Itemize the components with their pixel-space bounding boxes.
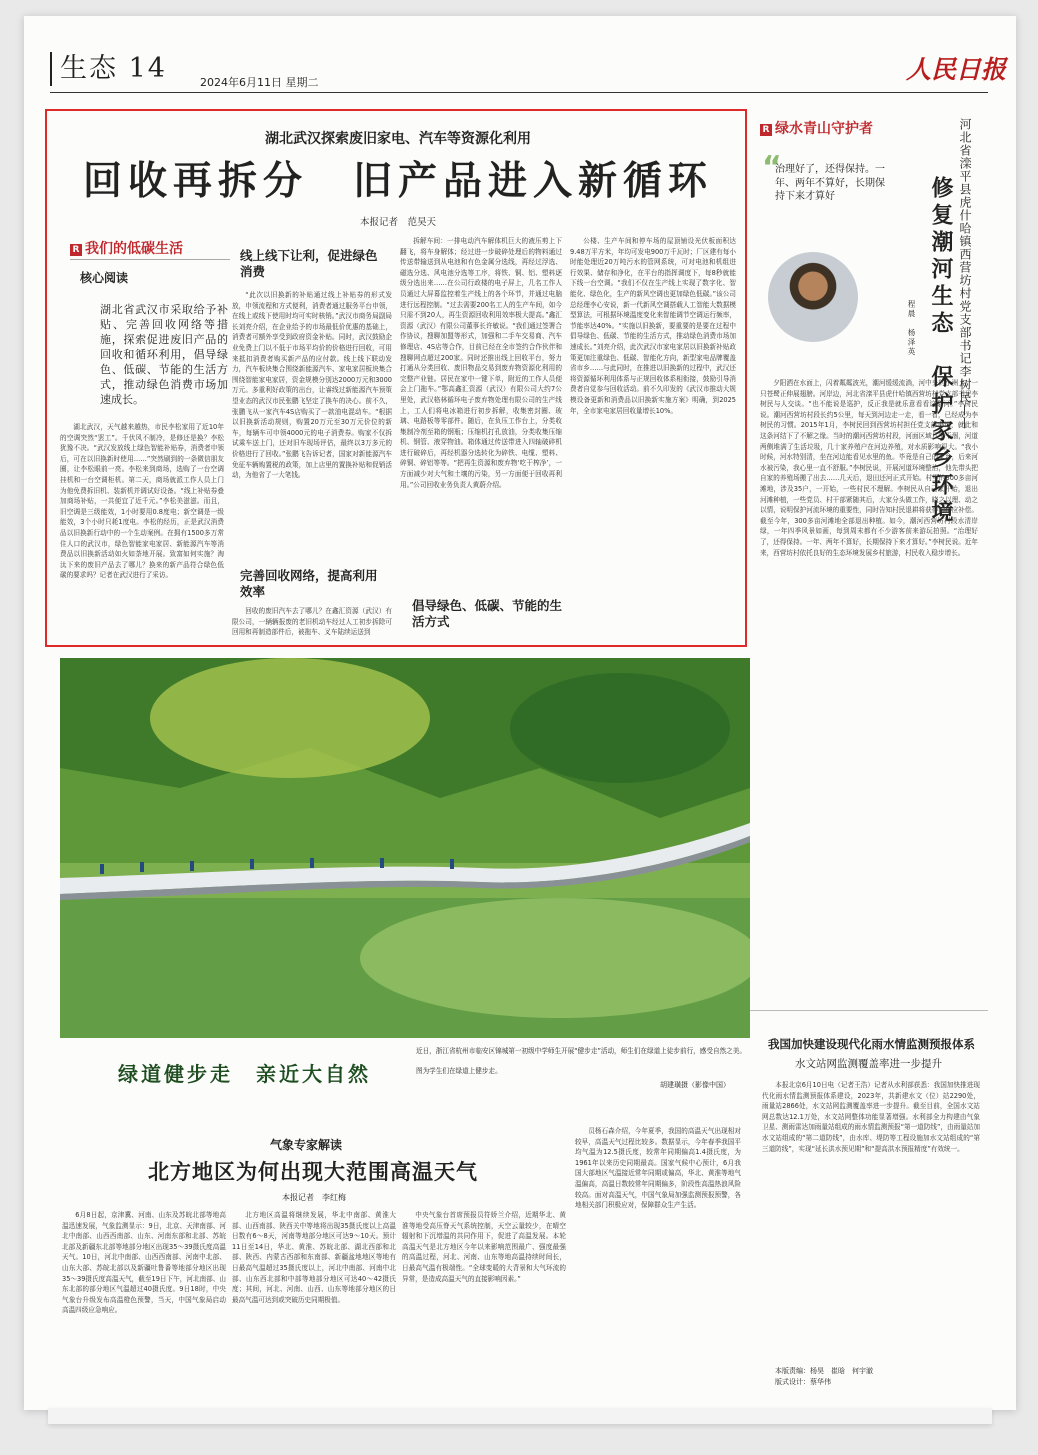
portrait-photo — [768, 252, 858, 342]
photo-credit: 胡建璜摄（影像中国） — [660, 1081, 730, 1089]
subheading-2: 完善回收网络，提高利用效率 — [240, 568, 378, 599]
pull-quote: 治理好了，还得保持。一年、两年不算好，长期保持下来才算好 — [775, 164, 885, 202]
news-photo — [60, 658, 750, 1038]
profile-body: 夕阳洒在水面上，闪着粼粼波光，潮河缓缓流淌，河中央的小洲上，一只苍鹭正伸展翅膀。河岸边，河北省滦平县虎什哈镇西营坊村党支部书记李树民与人交谈。“也不能说是巡护，反正我是就乐意看看这条河。”李树民说。潮河西营坊村段长约5公里，每天到河边走一走，看一看，已经成为李树民的习惯。2015年1月，李树民回到西营坊村担任党支部书记，就此和这条河结下了不解之缘。当时的潮河西营坊村段，河面区域几乎干涸，河道两侧堆满了生活垃圾，几十家养殖户在河边养殖，对水质影响很大。“我小时候，河水特别清，坐在河边能看见水里的鱼。毕竟是自己的家乡，后来河水被污染，我心里一直不舒服。”李树民说，开展河道环境整治，他先带头把自家的养殖场搬了出去……几天后，退田还河正式开始。村里的300多亩河滩地，涉及35户，一开始，一些村民不理解。李树民从自己家开始，退出河滩种植，一些党员、村干部紧随其后，大家分头做工作，晓之以理、动之以情，说明保护河流环境的重要性，同时告知村民退耕将获得的相应补偿。截至今年，300多亩河滩地全部退出种植。如今，潮河西营坊村段水清岸绿，一年四季风景如画，每到周末都有不少游客前来游玩拍照。“治理好了，还得保持。一年、两年不算好，长期保持下来才算好。”李树民说。近年来，西营坊村依托良好的生态环境发展乡村旅游，村民收入稳步增长。 — [760, 379, 978, 557]
brief-body: 本报北京6月10日电（记者王浩）记者从水利部获悉：我国加快推进现代化雨水情监测预报体系建设，2023年，共新建水文（位）站2290处，雨量站2866处，水文站网监测覆盖率进一步提升。截至目前，全国水文站网总数达12.1万处，水文站网整体功能显著增强。水利部全力构建由气象卫星、测雨雷达加雨量站组成的雨水情监测预报“第一道防线”，由雨量站加水文站组成的“第二道防线”，由水库、堤防等工程设施加水文站组成的“第三道防线”，实现“延长洪水预见期”和“提高洪水预报精度”有效统一。 — [762, 1081, 980, 1153]
article-headline: 回收再拆分 旧产品进入新循环 — [82, 159, 713, 204]
weather-kicker: 气象专家解读 — [270, 1138, 343, 1152]
article-column-2: “此次以旧换新的补贴通过线上补贴券的形式发放，申领流程和方式便利，消费者通过服务平台申领，在线上或线下使用时均可实时核销。”武汉市商务局副局长刘亮介绍，在企业给予的市场最低价优惠的基础上，消费者可额外享受到政府资金补贴。同时，武汉鼓励企业免费上门以不低于市场平均价的价格进行回收，可用来抵扣消费者购买新产品的应付款。线上线下联动发力，汽车板块集合围绕新能源汽车、家电家居板块集合围绕智能家电家居，资金规模分别达2000万元和3000万元。多重利好政策的出台，让睿线过新能源汽车预策望业态的武汉市民张鹏飞坚定了换车的决心。前不久，张鹏飞从一家汽车4S店购买了一款油电混动车。“根据以旧换新活动规则，购置20万元至30万元价位的新车，每辆车可申领4000元的电子消费券。购家不仅拆试乘车送上门，还对旧车现场评估，最终以3万多元的价格进行了回收。”张鹏飞告诉记者，国家对新能源汽车免征车辆购置税的政策，加上店里的置换补贴和促销活动，为他省了一大笔钱。 — [232, 291, 392, 480]
issue-date: 2024年6月11日 星期二 — [200, 76, 319, 89]
article-summary: 湖北省武汉市采取给予补贴、完善回收网络等措施，探索促进废旧产品的回收和循环利用，倡导绿色、低碳、节能的生活方式，推动绿色消费市场加速成长。 — [100, 303, 228, 406]
sidebar-tag-label: 绿水青山守护者 — [775, 121, 873, 137]
weather-column-4: 员杨石森介绍，今年夏季，我国的高温天气出现相对较早，高温天气过程比较多。数据显示，今年春季我国平均气温为12.5摄氏度，较常年同期偏高1.4摄氏度，为1961年以来历史同期最高。国家气候中心预计，6月我国大部地区气温接近常年同期或偏高，华北、黄淮等地气温偏高，高温日数较常年同期偏多，阶段性高温热浪风险较高。面对高温天气，中国气象局加强监测预报预警，各地相关部门积极应对，保障群众生产生活。 — [575, 1127, 741, 1210]
brief-headline: 我国加快建设现代化雨水情监测预报体系 — [768, 1037, 975, 1051]
article-column-2b: 回收的废旧汽车去了哪儿？在鑫汇资源（武汉）有限公司，一辆辆报废的老旧机动车经过人工初步拆除可回用和再制造部件后，被拖车、叉车陆续运送到 — [232, 607, 392, 637]
subheading-3: 倡导绿色、低碳、节能的生活方式 — [412, 598, 563, 629]
weather-column-1: 6月8日起，京津冀、河南、山东及苏皖北部等地高温迅速发展，气象监测显示：9日，北京、天津南部、河北中南部、山西西南部、山东、河南东部和北部、苏皖北部及新疆东北部等地部分地区出现35～39摄氏度高温天气。10日，河北中南部、山西西南部、河南中北部、山东大部、苏皖北部以及新疆吐鲁番等地部分地区出现35～39摄氏度高温天气，截至19日下午，河北南部、山东北部的部分地区气温超过40摄氏度。9日18时，中央气象台升级发布高温橙色预警，当天，中国气象局启动高温四级应急响应。 — [62, 1211, 226, 1315]
newspaper-logo: 人民日报 — [906, 55, 1007, 84]
profile-intro: 河北省滦平县虎什哈镇西营坊村党支部书记李树民—— — [958, 118, 972, 430]
article-column-4: 公楼、生产车间和停车场的屋顶铺设光伏板面积达9.48万平方米，年均可发电900万千瓦时；厂区建有每小时能处理近20万吨污水的管网系统，可对电池和机组进行效果、储存和净化，在平台的指挥调度下，每8秒就能下线一台空调。“我们不仅在生产线上实现了数字化、智能化、绿色化，生产的新风空调也更加绿色低碳。”该公司总经理李心安说，新一代新风空调搭载人工智能大数据模型算法，可根据环境温度变化来智能调节空调运行频率，节能率达40%。“实施以旧换新，要重要的是要在过程中倡导绿色、低碳、节能的生活方式，推动绿色消费市场加速成长。”刘亮介绍，此次武汉市家电家居以旧换新补贴政策更加注重绿色、低碳、智能化方向，新型家电品牌覆盖省市乡……与此同时，在推进以旧换新的过程中，武汉还将资源循环利用体系与正规回收体系相衔接，鼓励引导消费者自觉参与回收活动。前不久印发的《武汉市推动大规模设备更新和消费品以旧换新实施方案》明确，到2025年，全市家电家居回收量增长10%。 — [570, 237, 736, 415]
section-label: 生态 14 — [50, 52, 167, 86]
weather-byline: 本报记者 李红梅 — [282, 1193, 346, 1202]
weather-column-3: 中央气象台首席预报员符娇兰介绍，近期华北、黄淮等地受高压脊天气系统控制，天空云量较少，在晴空辐射和下沉增温的共同作用下，促进了高温发展。本轮高温天气是北方地区今年以来影响范围最广、强度最强的高温过程，河北、河南、山东等地高温持续时间长，日最高气温有极端性。“全球变暖的大背景和大气环流的异常，是造成高温天气的直接影响因素。” — [402, 1211, 566, 1283]
article-column-3: 拆解车间：一排电动汽车解体机巨大的液压剪上下翻飞，将车身解体；经过进一步破碎处理后的物料通过传送带输送到从电池和有色金属分选线，再经过浮选、磁选分选、风电池分选等工序，将铁、铜、铝、塑料逐级分选出来……在公司行政楼的电子屏上，几名工作人员通过大屏幕监控着生产线上的各个环节，并通过电脑进行远程控制。“过去需要200名工人的生产车间，如今只需不到20人，再生资源回收利用效率极大提高。”鑫汇资源（武汉）有限公司董事长许敏说。“我们通过签署合作协议，搜聊加盟等形式，加强和二手车交易商、汽车修理店、4S店等合作，目前已经在全市签约合作伙伴和搜聊网点超过200家。同时还推出线上回收平台，努力打通从分类回收、废旧物品交易到废弃物资源化利用的完整产业链。居民在家中一键下单，附近的工作人员便会上门拖车。”鄂高鑫汇资源（武汉）有限公司大约7公里处，武汉格林循环电子废弃物处理有限公司的生产线上，工人们将电冰箱进行初步拆解，收集密封圈、玻璃、电路板等零部件。随后，在负压工作台上，分类收集制冷剂至箱的钢瓶；压缩机打孔放油，分类收集压缩机、钢管、液穿物油。箱体通过传送带进入四轴破碎机进行破碎后，再经机器分选转化为碎铁、电缆、塑料、碎铜、碎铝等等。“把再生资源和废弃物‘吃干榨净’，一方面减少对大气和土壤的污染，另一方面便于回收再利用。”公司回收业务负责人黄蔚介绍。 — [400, 237, 562, 489]
article-byline: 本报记者 范昊天 — [360, 217, 437, 228]
quote-mark-icon: “ — [762, 150, 782, 185]
column-tag — [70, 238, 183, 258]
sidebar-badge-icon: R — [760, 124, 772, 136]
weather-column-2: 北方地区高温将继续发展，华北中南部、黄淮大部、山西南部、陕西关中等地将出现35摄氏度以上高温日数有6～8天，河南等地部分地区可达9～10天。预计11日至14日，华北、黄淮、苏皖北部、湖北西部和北部、陕西、内蒙古西部和东南部、新疆盆地地区等地有日最高气温超过35摄氏度以上，河北中南部、河南中北部、山东西北部和中部等地部分地区可达40～42摄氏度；其间，河北、河南、山西、山东等地部分地区的日最高气温可达到或突破历史同期极值。 — [232, 1211, 396, 1304]
article-kicker: 湖北武汉探索废旧家电、汽车等资源化利用 — [265, 131, 531, 147]
divider — [750, 1010, 988, 1011]
masthead-rule — [50, 92, 988, 93]
weather-headline: 北方地区为何出现大范围高温天气 — [148, 1159, 478, 1184]
core-reading-label: 核心阅读 — [80, 271, 129, 285]
page-editors: 本版责编：杨昊 崔晗 何宇澈 版式设计：蔡华伟 — [775, 1367, 873, 1386]
photo-description: 近日，浙江省杭州市临安区锦城第一初级中学师生开展“健步走”活动，师生们在绿道上徒步前行，感受自然之美。 — [416, 1047, 746, 1055]
column-badge-icon: R — [70, 244, 82, 256]
subheading-1: 线上线下让利，促进绿色消费 — [240, 248, 378, 279]
page-shadow — [48, 1408, 992, 1424]
profile-authors: 程晨 杨泽英 — [907, 300, 916, 357]
profile-title: 修复潮河生态 保护家乡环境 — [928, 176, 954, 527]
photo-illustration — [60, 658, 750, 1038]
brief-subheadline: 水文站网监测覆盖率进一步提升 — [795, 1058, 942, 1070]
article-column-1: 湖北武汉，天气越来越热，市民李松家用了近10年的空调突然“罢工”。千伏风不制冷，是修还是换？李松犹豫不决。“武汉发放线上绿色智能补贴券，消费者申领后，可在以旧换新时使用……”突然刷到的一条微信朋友圈，让李松眼前一亮。李松来到商场，选购了一台空调挂机和一台空调柜机。第二天，商场就派工作人员上门为他免费拆旧机、装新机并调试好设备。“线上补贴券叠加商场补贴，一共便宜了近千元。”李松美滋滋。而且，旧空调是三级能效，1小时要用0.8度电；新空调是一级能效，3个小时只耗1度电。李松的经历，正是武汉消费品以旧换新行动中的一个生动案例。在拥有1500多万常住人口的武汉市，绿色智能家电家居、新能源汽车等消费品以旧换新活动如火如荼地开展。致富如何实施？淘汰下来的废旧产品去了哪儿？换来的新产品符合绿色低碳的要求吗？记者在武汉进行了采访。 — [60, 423, 224, 580]
photo-description-2: 图为学生们在绿道上健步走。 — [416, 1067, 502, 1075]
photo-caption: 绿道健步走 亲近大自然 — [118, 1062, 371, 1086]
column-tag-label: 我们的低碳生活 — [85, 241, 183, 257]
divider — [70, 259, 230, 260]
sidebar-tag — [760, 118, 873, 138]
